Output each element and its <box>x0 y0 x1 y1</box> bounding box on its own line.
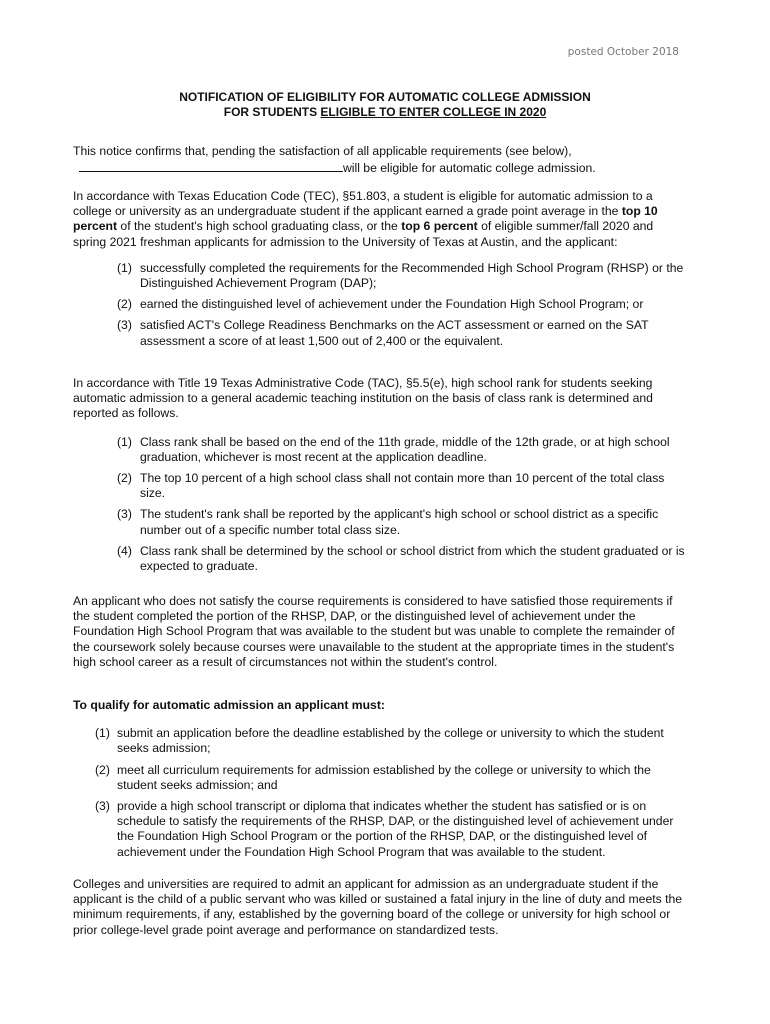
list-item-number: (3) <box>95 799 110 814</box>
list-item <box>73 544 685 574</box>
list-item-number: (3) <box>117 507 132 522</box>
list-item <box>73 318 685 348</box>
list-item <box>73 297 685 312</box>
tec-paragraph <box>73 189 685 250</box>
student-name-blank[interactable] <box>79 159 343 172</box>
list-item-number: (1) <box>117 434 132 449</box>
list-item-text: satisfied ACT's College Readiness Benchmarks on the ACT assessment or earned on the SAT assessment a score of at least 1,500 out of 2,400 or the equivalent. <box>140 318 649 348</box>
list-item-text: submit an application before the deadline established by the college or university to which the student seeks admission; <box>117 726 664 756</box>
list-item-number: (2) <box>117 297 132 312</box>
list-item-number: (2) <box>117 471 132 486</box>
list-item <box>73 471 685 501</box>
tec-text-2: of the student's high school graduating class, or the <box>117 219 402 234</box>
list-item <box>73 435 685 465</box>
tec-bold-2: top 6 percent <box>401 219 478 234</box>
notice-line-2-suffix: will be eligible for automatic college admission. <box>343 161 596 176</box>
qualify-list <box>73 726 685 860</box>
qualify-heading: To qualify for automatic admission an applicant must: <box>73 698 385 712</box>
title-line-2-underlined: ELIGIBLE TO ENTER COLLEGE IN 2020 <box>320 105 547 119</box>
list-item-text: meet all curriculum requirements for admission established by the college or university to which the student seeks admission; and <box>117 762 651 792</box>
list-item-number: (3) <box>117 318 132 333</box>
list-item-number: (1) <box>95 726 110 741</box>
tac-section <box>73 376 685 580</box>
notice-line-1: This notice confirms that, pending the satisfaction of all applicable requirements (see below), <box>73 144 572 158</box>
list-item <box>73 507 685 537</box>
title-line-1: NOTIFICATION OF ELIGIBILITY FOR AUTOMATIC COLLEGE ADMISSION <box>179 90 591 104</box>
list-item-number: (2) <box>95 762 110 777</box>
list-item <box>73 799 685 860</box>
list-item-number: (1) <box>117 260 132 275</box>
tac-rank-list <box>73 435 685 575</box>
list-item-number: (4) <box>117 543 132 558</box>
list-item <box>73 763 685 793</box>
list-item-text: The top 10 percent of a high school class shall not contain more than 10 percent of the total class size. <box>140 471 665 501</box>
title-line-2 <box>0 105 770 120</box>
list-item-text: earned the distinguished level of achievement under the Foundation High School Program; or <box>140 297 644 312</box>
posted-date: posted October 2018 <box>567 46 679 58</box>
closing-paragraph: Colleges and universities are required to admit an applicant for admission as an undergraduate student if the applicant is the child of a public servant who was killed or sustained a fatal injury in the line of duty and meets the minimum requirements, if any, established by the governing board of the college or university for high school or prior college-level grade point average and performance on standardized tests. <box>73 877 683 937</box>
list-item-text: The student's rank shall be reported by the applicant's high school or school district as a specific number out of a specific number total class size. <box>140 507 659 537</box>
list-item <box>73 726 685 756</box>
tec-text-3: of eligible summer/fall 2020 and spring 2021 freshman applicants for admission to the University of Texas at Austin, and the applicant: <box>73 219 654 249</box>
tac-paragraph: In accordance with Title 19 Texas Administrative Code (TAC), §5.5(e), high school rank for students seeking automatic admission to a general academic teaching institution on the basis of class rank is determined and reported as follows. <box>73 376 653 421</box>
qualify-section <box>73 698 685 866</box>
course-note-paragraph: An applicant who does not satisfy the course requirements is considered to have satisfied those requirements if the student completed the portion of the RHSP, DAP, or the distinguished level of achievement under the Foundation High School Program that was available to the student but was unable to complete the remainder of the coursework solely because courses were unavailable to the student at the appropriate times in the student's high school career as a result of circumstances not within the student's control. <box>73 594 675 669</box>
tec-section <box>73 189 685 355</box>
list-item-text: successfully completed the requirements for the Recommended High School Program (RHSP) or the Distinguished Achievement Program (DAP); <box>140 260 684 291</box>
notice-line-2 <box>73 159 685 176</box>
tec-text-1: In accordance with Texas Education Code (TEC), §51.803, a student is eligible for automatic admission to a college or university as an undergraduate student if the applicant earned a grade point average in the <box>73 189 653 219</box>
title-line-2-prefix: FOR STUDENTS <box>223 105 321 119</box>
document-title <box>0 90 770 120</box>
notice-paragraph <box>73 144 685 176</box>
list-item <box>73 261 685 291</box>
tec-bold-1: top 10 percent <box>73 204 658 234</box>
tec-requirements-list <box>73 261 685 349</box>
list-item-text: provide a high school transcript or diploma that indicates whether the student has satisfied or is on schedule to satisfy the requirements of the RHSP, DAP, or the distinguished level of achievement under the Foundation High School Program or the portion of the RHSP, DAP, or the distinguished level of achievement under the Foundation High School Program that was available to the student. <box>117 799 674 859</box>
list-item-text: Class rank shall be based on the end of the 11th grade, middle of the 12th grade, or at high school graduation, whichever is most recent at the application deadline. <box>140 434 670 464</box>
list-item-text: Class rank shall be determined by the school or school district from which the student graduated or is expected to graduate. <box>140 543 685 574</box>
